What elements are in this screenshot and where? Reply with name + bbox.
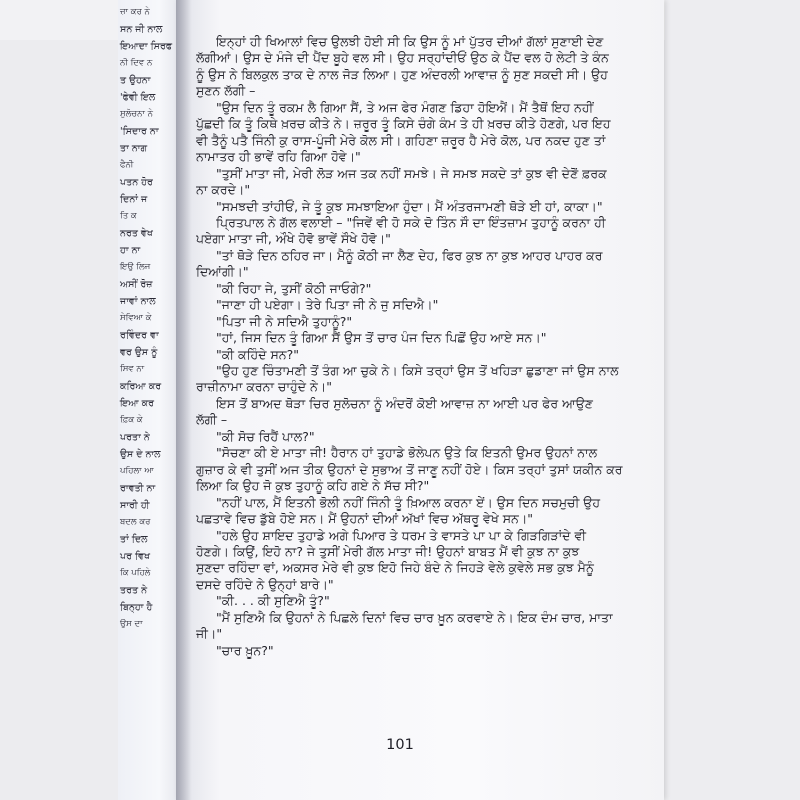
- text-line: ਨੂੰ ਉਸ ਨੇ ਬਿਲਕੁਲ ਤਾਕ ਦੇ ਨਾਲ ਜੋੜ ਲਿਆ। ਹੁਣ ਅੰਦਰਲੀ ਆਵਾਜ਼ ਨੂੰ ਸੁਣ ਸਕਦੀ ਸੀ। ਉਹ: [196, 66, 608, 82]
- left-page-text-line: ਨੀ ਦਿਵ ਨ: [120, 58, 153, 68]
- left-page-text-line: ਪਰ ਵਿਖ: [120, 551, 151, 562]
- left-page-text-line: ਜਾਵਾਂ ਨਾਲ: [120, 296, 156, 307]
- text-line: ਵੀ ਤੈਨੂੰ ਪਤੈ ਜਿੰਨੀ ਕੁ ਰਾਸ-ਪੂੰਜੀ ਮੇਰੇ ਕੋਲ ਸੀ। ਗਹਿਣਾ ਜ਼ਰੂਰ ਹੈ ਮੇਰੇ ਕੋਲ, ਪਰ ਨਕਦ ਹੁਣ ਤਾਂ: [196, 132, 606, 148]
- text-line: "ਉਹ ਹੁਣ ਚਿੰਤਾਮਣੀ ਤੋਂ ਤੰਗ ਆ ਚੁਕੇ ਨੇ। ਕਿਸੇ ਤਰ੍ਹਾਂ ਉਸ ਤੋਂ ਖਹਿੜਾ ਛੁਡਾਣਾ ਜਾਂ ਉਸ ਨਾਲ: [216, 363, 619, 378]
- text-line: "ਹਲੇ ਉਹ ਸ਼ਾਇਦ ਤੁਹਾਡੇ ਅਗੇ ਪਿਆਰ ਤੇ ਧਰਮ ਤੇ ਵਾਸਤੇ ਪਾ ਪਾ ਕੇ ਗਿੜਗਿੜਾਂਦੇ ਵੀ: [216, 527, 587, 543]
- left-page-text-line: ਤ ਉਹਨਾ: [120, 75, 151, 86]
- left-page-text-line: ਕਰਿਆ ਕਰ: [120, 381, 162, 392]
- left-page-text-line: ਫੈਨੀ: [120, 160, 134, 170]
- text-line: ਸੁਣਦਾ ਰਹਿੰਦਾ ਵਾਂ, ਅਕਸਰ ਮੇਰੇ ਵੀ ਕੁਝ ਇਹੋ ਜਿਹੇ ਬੰਦੇ ਨੇ ਜਿਹੜੇ ਵੇਲੇ ਕੁਵੇਲੇ ਸਭ ਕੁਝ ਮੈਨੂੰ: [196, 560, 594, 576]
- text-line: ਲਿਆ ਕਿ ਉਹ ਜੋ ਕੁਝ ਤੁਹਾਨੂੰ ਕਹਿ ਗਏ ਨੇ ਸੱਚ ਸੀ?": [196, 478, 430, 494]
- left-page-text-line: ਤਰਤ ਨੇ: [120, 585, 148, 596]
- text-line: "ਜਾਣਾ ਹੀ ਪਏਗਾ। ਤੇਰੇ ਪਿਤਾ ਜੀ ਨੇ ਜੁ ਸਦਿਐ।": [216, 297, 439, 313]
- left-page-text-line: ਬਦਲ ਕਰ: [120, 517, 151, 527]
- book-page: [176, 0, 664, 800]
- text-line: "ਕੀ. . . ਕੀ ਸੁਣਿਐ ਤੂੰ?": [216, 593, 330, 609]
- text-line: ਲੱਗੀਆਂ। ਉਸ ਦੇ ਮੰਜੇ ਦੀ ਪੈਂਦ ਬੂਹੇ ਵਲ ਸੀ। ਉਹ ਸਰ੍ਹਾਂਦੀਓਂ ਉਠ ਕੇ ਪੈਂਦ ਵਲ ਹੋ ਲੇਟੀ ਤੇ ਕੰਨ: [196, 50, 609, 66]
- left-page-text-line: ਸਾਰੀ ਹੀ: [120, 500, 150, 511]
- text-line: "ਮੈਂ ਸੁਣਿਐ ਕਿ ਉਹਨਾਂ ਨੇ ਪਿਛਲੇ ਦਿਨਾਂ ਵਿਚ ਚਾਰ ਖ਼ੂਨ ਕਰਵਾਏ ਨੇ। ਇਕ ਦੰਮ ਚਾਰ, ਮਾਤਾ: [216, 609, 613, 625]
- left-page-text-line: ਸੁਲੋਚਨਾ ਨੇ: [120, 109, 153, 119]
- text-line: "ਚਾਰ ਖ਼ੂਨ?": [216, 642, 274, 658]
- text-line: "ਕੀ ਰਿਹਾ ਜੇ, ਤੁਸੀਂ ਕੋਠੀ ਜਾਓਗੇ?": [216, 280, 372, 296]
- left-page-text-line: ਉਸ ਦੇ ਨਾਲ: [120, 449, 161, 460]
- text-line: ਰਾਜ਼ੀਨਾਮਾ ਕਰਨਾ ਚਾਹੁੰਦੇ ਨੇ।": [196, 379, 332, 395]
- left-page-text-line: ਇਆਦਾ ਸਿਰਫ: [120, 41, 173, 52]
- text-line: ਗੁਜ਼ਾਰ ਕੇ ਵੀ ਤੁਸੀਂ ਅਜ ਤੀਕ ਉਹਨਾਂ ਦੇ ਸੁਭਾਅ ਤੋਂ ਜਾਣੂ ਨਹੀਂ ਹੋਏ। ਕਿਸ ਤਰ੍ਹਾਂ ਤੁਸਾਂ ਯਕੀਨ ਕਰ: [196, 461, 623, 477]
- gutter-shadow: [176, 0, 192, 800]
- text-line: ਸੁਣਨ ਲੱਗੀ –: [196, 83, 256, 99]
- text-line: "ਕੀ ਕਹਿੰਦੇ ਸਨ?": [216, 346, 300, 362]
- left-page-text-line: ਦਿਨਾਂ ਜ: [120, 194, 148, 205]
- left-page-text-line: ਇਉ ਲਿਜ: [120, 262, 151, 272]
- background-right: [665, 0, 800, 800]
- left-page-text-line: ਪਹਿਲਾ ਆ: [120, 466, 154, 476]
- text-line: "ਹਾਂ, ਜਿਸ ਦਿਨ ਤੂੰ ਗਿਆ ਸੈਂ ਉਸ ਤੋਂ ਚਾਰ ਪੰਜ ਦਿਨ ਪਿਛੋਂ ਉਹ ਆਏ ਸਨ।": [216, 330, 547, 346]
- text-line: "ਪਿਤਾ ਜੀ ਨੇ ਸਦਿਐ ਤੁਹਾਨੂੰ?": [216, 313, 353, 329]
- text-line: ਲੱਗੀ –: [196, 412, 228, 428]
- left-page-text-line: ਸੇਵਿਆ ਕੇ: [120, 313, 152, 323]
- text-line: "ਉਸ ਦਿਨ ਤੂੰ ਰਕਮ ਲੈ ਗਿਆ ਸੈਂ, ਤੇ ਅਜ ਫੇਰ ਮੰਗਣ ਡਿਹਾ ਹੋਇਐਂ। ਮੈਂ ਤੈਥੋਂ ਇਹ ਨਹੀਂ: [216, 99, 594, 115]
- text-line: ਪਏਗਾ ਮਾਤਾ ਜੀ, ਔਖੇ ਹੋਵੋ ਭਾਵੇਂ ਸੌਖੇ ਹੋਵੋ।": [196, 231, 391, 247]
- left-page-text-line: ਤਿ ਕ: [120, 211, 137, 221]
- text-line: "ਕੀ ਸੋਚ ਰਿਹੈਂ ਪਾਲ?": [216, 428, 315, 444]
- text-line: "ਸਮਝਦੀ ਤਾਂਹੀਓਂ, ਜੇ ਤੂੰ ਕੁਝ ਸਮਝਾਇਆ ਹੁੰਦਾ। ਮੈਂ ਅੰਤਰਜਾਮਣੀ ਥੋੜੇ ਈ ਹਾਂ, ਕਾਕਾ।": [216, 198, 603, 214]
- text-line: ਨਾਮਾਤਰ ਹੀ ਭਾਵੇਂ ਰਹਿ ਗਿਆ ਹੋਵੇ।": [196, 149, 361, 165]
- left-page-text-line: ਰਵਿੰਦਰ ਵਾ: [120, 330, 159, 341]
- left-page-text-line: ਜ਼ਾ ਕਰ ਨੇ: [120, 7, 150, 17]
- left-page-text-line: ਸਿਵ ਨਾ: [120, 364, 145, 374]
- text-line: ਇਨ੍ਹਾਂ ਹੀ ਖਿਆਲਾਂ ਵਿਚ ਉਲਝੀ ਹੋਈ ਸੀ ਕਿ ਉਸ ਨੂੰ ਮਾਂ ਪੁੱਤਰ ਦੀਆਂ ਗੱਲਾਂ ਸੁਣਾਈ ਦੇਣ: [216, 34, 604, 49]
- left-page-text-line: ਸਨ ਜੀ ਨਾਲ: [120, 24, 163, 35]
- text-line: "ਸੋਚਣਾ ਕੀ ਏ ਮਾਤਾ ਜੀ! ਹੈਰਾਨ ਹਾਂ ਤੁਹਾਡੇ ਭੋਲੇਪਨ ਉਤੇ ਕਿ ਇਤਨੀ ਉਮਰ ਉਹਨਾਂ ਨਾਲ: [216, 445, 598, 461]
- left-page-text-line: ਪਤਨ ਹੋਰ: [120, 177, 153, 188]
- left-page-text-line: ਬਿਨ੍ਹਾ ਹੈ: [120, 602, 153, 613]
- left-page-text-line: ਕਿ ਪਹਿਲੇ: [120, 568, 151, 578]
- left-page-text-line: ਵਰ ਉਸ ਨੂੰ: [120, 347, 158, 358]
- left-page-text-line: 'ਫੇਵੀ ਇਲ: [120, 92, 156, 103]
- left-page-text-line: ਰਾਵਤੀ ਨਾ: [120, 483, 156, 494]
- left-page-text-line: ਅਸੀਂ ਰੋਜ਼: [120, 279, 153, 290]
- page-number: 101: [386, 737, 414, 753]
- left-page-text-line: ਪਰਤਾ ਨੇ: [120, 432, 150, 443]
- text-line: "ਨਹੀਂ ਪਾਲ, ਮੈਂ ਇਤਨੀ ਭੋਲੀ ਨਹੀਂ ਜਿੰਨੀ ਤੂੰ ਖ਼ਿਆਲ ਕਰਨਾ ਏਂ। ਉਸ ਦਿਨ ਸਚਮੁਚੀ ਉਹ: [216, 494, 601, 510]
- left-page-text-line: ਨਰਤ ਵੇਖ: [120, 228, 153, 239]
- text-line: ਪ੍ਰਿਤਪਾਲ ਨੇ ਗੱਲ ਵਲਾਈ – "ਜਿਵੇਂ ਵੀ ਹੋ ਸਕੇ ਦੋ ਤਿੰਨ ਸੌ ਦਾ ਇੰਤਜ਼ਾਮ ਤੁਹਾਨੂੰ ਕਰਨਾ ਹੀ: [216, 214, 606, 230]
- text-line: ਜੀ।": [196, 626, 223, 642]
- left-page-text-line: ਫ਼ਿਕ ਕੇ: [120, 415, 143, 425]
- text-line: "ਤੁਸੀਂ ਮਾਤਾ ਜੀ, ਮੇਰੀ ਲੋੜ ਅਜ ਤਕ ਨਹੀਂ ਸਮਝੇ। ਜੇ ਸਮਝ ਸਕਦੇ ਤਾਂ ਕੁਝ ਵੀ ਦੇਣੋਂ ਫ਼ਰਕ: [216, 165, 607, 181]
- text-line: ਹੋਣਗੇ। ਕਿਉਂ, ਇਹੋ ਨਾ? ਜੇ ਤੁਸੀਂ ਮੇਰੀ ਗੱਲ ਮਾਤਾ ਜੀ! ਉਹਨਾਂ ਬਾਬਤ ਮੈਂ ਵੀ ਕੁਝ ਨਾ ਕੁਝ: [196, 543, 580, 559]
- text-line: ਦਸਦੇ ਰਹਿੰਦੇ ਨੇ ਉਨ੍ਹਾਂ ਬਾਰੇ।": [196, 576, 334, 592]
- text-line: ਦਿਆਂਗੀ।": [196, 264, 249, 280]
- text-line: ਇਸ ਤੋਂ ਬਾਅਦ ਥੋੜਾ ਚਿਰ ਸੁਲੋਚਨਾ ਨੂੰ ਅੰਦਰੋਂ ਕੋਈ ਆਵਾਜ਼ ਨਾ ਆਈ ਪਰ ਫੇਰ ਆਉਣ: [216, 395, 593, 411]
- text-line: ਪਛਤਾਵੇ ਵਿਚ ਡੁੱਬੇ ਹੋਏ ਸਨ। ਮੈਂ ਉਹਨਾਂ ਦੀਆਂ ਅੱਖਾਂ ਵਿਚ ਅੱਥਰੂ ਵੇਖੇ ਸਨ।": [196, 511, 534, 527]
- text-line: ਪੁੱਛਦੀ ਕਿ ਤੂੰ ਕਿਥੇ ਖ਼ਰਚ ਕੀਤੇ ਨੇ। ਜ਼ਰੂਰ ਤੂੰ ਕਿਸੇ ਚੰਗੇ ਕੰਮ ਤੇ ਹੀ ਖ਼ਰਚ ਕੀਤੇ ਹੋਣਗੇ, ਪਰ ਇਹ: [196, 116, 611, 132]
- left-page-text-line: ਇਆ ਕਰ: [120, 398, 154, 409]
- left-page-text-line: ਹਾ ਨਾ: [120, 245, 141, 256]
- left-page-text-line: ਤਾਂ ਦਿਲ: [120, 534, 148, 545]
- left-page-text-line: 'ਸਿਦਾਰ ਨਾ: [120, 126, 159, 137]
- left-page-text-line: ਤਾ ਨਾਗ: [120, 143, 148, 154]
- text-line: ਨਾ ਕਰਦੇ।": [196, 182, 251, 198]
- left-page-text-line: ਉਸ ਦਾ: [120, 619, 143, 629]
- text-line: "ਤਾਂ ਥੋੜੇ ਦਿਨ ਠਹਿਰ ਜਾ। ਮੈਨੂੰ ਕੋਠੀ ਜਾ ਲੈਣ ਦੇਹ, ਫਿਰ ਕੁਝ ਨਾ ਕੁਝ ਆਹਰ ਪਾਹਰ ਕਰ: [216, 247, 603, 263]
